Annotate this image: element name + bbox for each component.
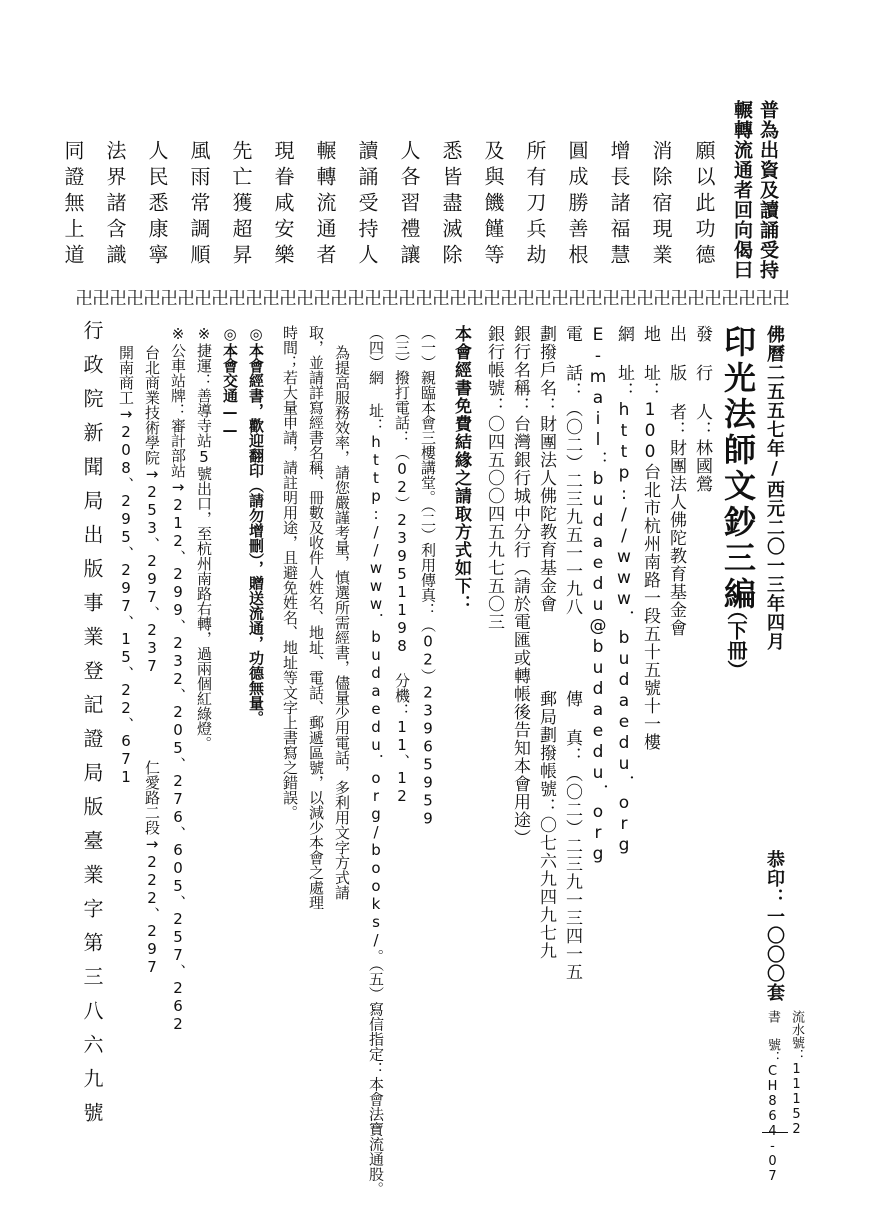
verse-line: 現眷咸安樂 [271,140,295,270]
address: 地 址：100台北市杭州南路一段五十五號十一樓 [640,325,660,751]
registration-number: 行政院新聞局出版事業登記證局版臺業字第三八六九號 [80,320,104,1136]
verse-line: 所有刀兵劫 [523,140,547,270]
bank-name: 銀行名稱：台灣銀行城中分行（請於電匯或轉帳後告知本會用途） [510,325,530,847]
transport-bus-1: ※公車站牌：審計部站→212、299、232、205、276、605、257、262 [169,325,187,1033]
verse-line: 願以此功德 [692,140,716,270]
publication-date: 佛曆二五五七年/西元二〇一三年四月 [764,325,785,651]
serial-number: 流水號：11152 [789,1010,804,1137]
swastika-divider: 卍卍卍卍卍卍卍卍卍卍卍卍卍卍卍卍卍卍卍卍卍卍卍卍卍卍卍卍卍卍卍卍卍卍卍卍卍卍卍卍卍卍 [75,289,790,306]
fax: 傳 真：（〇二）二三九一三四一五 [562,690,582,981]
request-method-4: （四）網 址：http://www．budaedu．org/books/。（五）寫信指定：本會法寶流通股。 [367,325,385,1197]
verse-line: 人民悉康寧 [145,140,169,270]
request-note-3: 時間；若大量申請，請註明用途，且避免姓名、地址等文字上書寫之錯誤。 [281,325,299,820]
volume-label: （下冊） [724,600,748,680]
email: E-mail：budaedu@budaedu．org [588,325,608,865]
request-method-1: （一）親臨本會三樓講堂。（二）利用傳真：（02）23965959 [419,325,437,828]
publisher-org: 出 版 者：財團法人佛陀教育基金會 [666,325,686,637]
postal-account: 郵局劃撥帳號：〇七六九四九七九 [536,690,556,960]
transport-mrt: ※捷運：善導寺站5號出口，至杭州南路右轉，過兩個紅綠燈。 [195,325,213,751]
verse-heading-2: 輾轉流通者回向偈曰 [731,100,753,280]
verse-line: 人各習禮讓 [397,140,421,270]
verse-line: 先亡獲超昇 [229,140,253,270]
verse-line: 讀誦受持人 [355,140,379,270]
verse-heading-1: 普為出資及讀誦受持 [757,100,779,280]
publisher-person: 發 行 人：林國鶯 [692,325,712,493]
bank-account: 銀行帳號：〇四五〇〇四五九七五〇三 [484,325,504,631]
verse-line: 及與饑饉等 [481,140,505,270]
verse-line: 輾轉流通者 [313,140,337,270]
transport-bus-3: 仁愛路二段→222、297 [143,760,161,976]
book-number: 書 號：CH864-07 [765,1010,780,1184]
verse-line: 圓成勝善根 [565,140,589,270]
verse-line: 法界諸含識 [103,140,127,270]
website: 網 址：http://www．budaedu．org [614,325,634,856]
reprint-notice: ◎本會經書，歡迎翻印（請勿增刪），贈送流通，功德無量。 [247,325,265,726]
print-copies: 恭印：一〇〇〇套 [764,850,785,1002]
request-note-2: 取，並請詳寫經書名稱、冊數及收件人姓名、地址、電話、郵遞區號，以減少本會之處理 [307,325,325,910]
request-heading: 本會經書免費結緣之請取方式如下： [451,325,471,613]
verse-line: 增長諸福慧 [607,140,631,270]
verse-line: 消除宿現業 [649,140,673,270]
transport-bus-4: 開南商工→208、295、297、15、22、671 [117,345,135,786]
verse-line: 風雨常調順 [187,140,211,270]
transport-heading: ◎本會交通—— [221,325,239,439]
verse-line: 悉皆盡滅除 [439,140,463,270]
account-name: 劃撥戶名：財團法人佛陀教育基金會 [536,325,556,613]
transport-bus-2: 台北商業技術學院→253、297、237 [143,345,161,675]
book-title: 印光法師文鈔三編 [719,325,757,613]
request-method-3: （三）撥打電話：（02）23951198 分機：11、12 [393,325,411,805]
verse-line: 同證無上道 [61,140,85,270]
phone: 電 話：（〇二）二三九五一一九八 [562,325,582,616]
request-note-1: 為提高服務效率，請您嚴謹考量，慎選所需經書，儘量少用電話，多利用文字方式請 [333,345,351,900]
